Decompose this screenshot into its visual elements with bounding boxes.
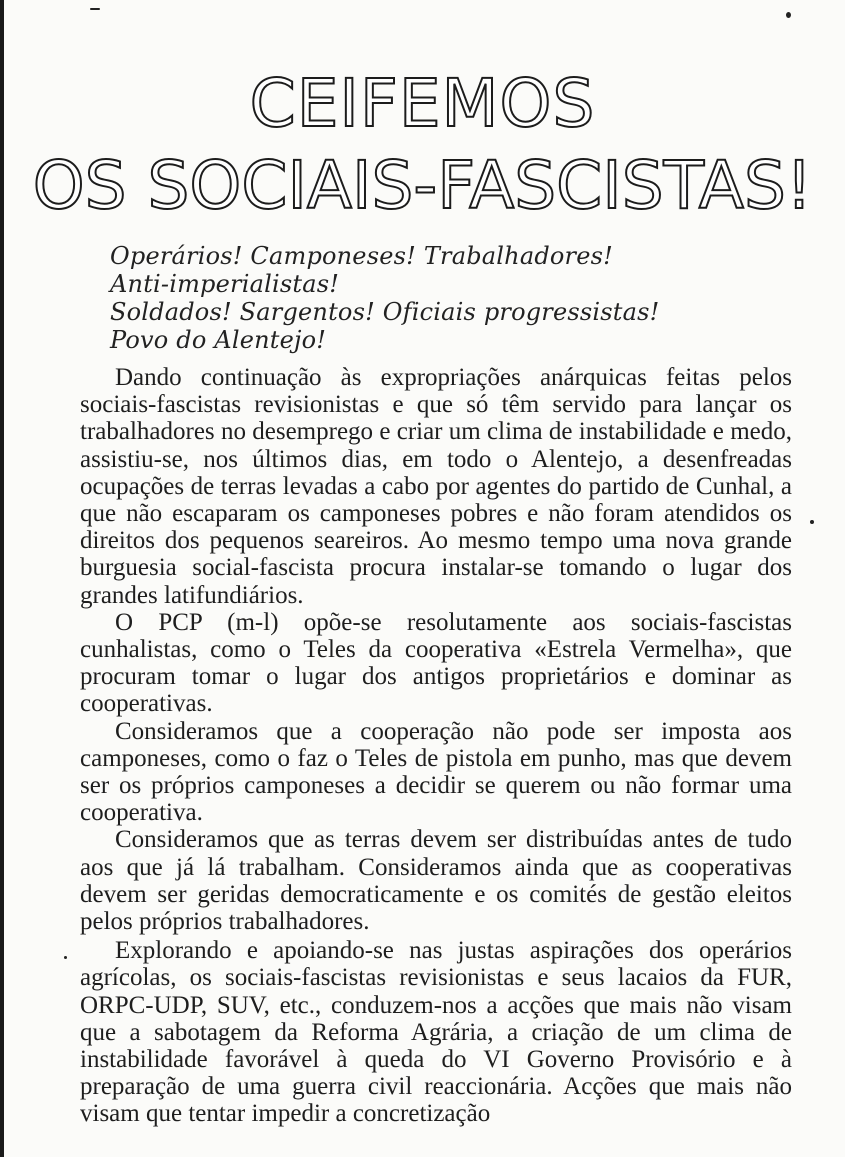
scan-speck <box>786 12 791 18</box>
scan-speck <box>90 8 100 10</box>
headline-line-1: CEIFEMOS <box>249 65 596 142</box>
paragraph: O PCP (m-l) opõe-se resolutamente aos sociais-fascistas cunhalistas, como o Teles da cooperativa «Estrela Vermelha», que procuram tomar o lugar dos antigos proprietários e dominar as cooperativas. <box>80 608 792 718</box>
salutation-line: Povo do Alentejo! <box>110 326 327 354</box>
salutations <box>110 242 810 354</box>
salutation-line: Anti-imperialistas! <box>110 270 340 298</box>
paragraph: Consideramos que as terras devem ser distribuídas antes de tudo aos que já lá trabalham. Consideramos ainda que as cooperativas devem ser geridas democraticamente e os comités de gestão eleitos pelos próprios trabalhadores. <box>80 826 792 936</box>
headline-line-2: OS SOCIAIS-FASCISTAS! <box>32 147 813 224</box>
paragraph: Dando continuação às expropriações anárquicas feitas pelos sociais-fascistas revisionistas e que só têm servido para lançar os trabalhadores no desemprego e criar um clima de instabilidade e medo, assistiu-se, nos últimos dias, em todo o Alentejo, a desenfreadas ocupações de terras levadas a cabo por agentes do partido de Cunhal, a que não escaparam os camponeses pobres e não foram atendidos os direitos dos pequenos seareiros. Ao mesmo tempo uma nova grande burguesia social-fascista procura instalar-se tomando o lugar dos grandes latifundiários. <box>80 364 792 609</box>
paragraph: Consideramos que a cooperação não pode ser imposta aos camponeses, como o faz o Teles de pistola em punho, mas que devem ser os próprios camponeses a decidir se querem ou não formar uma cooperativa. <box>80 717 792 827</box>
salutation-line: Operários! Camponeses! Trabalhadores! <box>110 242 613 270</box>
paragraph: Explorando e apoiando-se nas justas aspirações dos operários agrícolas, os sociais-fascistas revisionistas e seus lacaios da FUR, ORPC-UDP, SUV, etc., conduzem-nos a acções que mais não visam que a sabotagem da Reforma Agrária, a criação de um clima de instabilidade favorável à queda do VI Governo Provisório e à preparação de uma guerra civil reaccionária. Acções que mais não visam que tentar impedir a concretização <box>80 937 792 1128</box>
scan-speck <box>810 520 814 524</box>
salutation-line: Soldados! Sargentos! Oficiais progressistas! <box>110 298 660 326</box>
scan-speck <box>64 956 67 959</box>
body-text <box>80 364 792 1128</box>
